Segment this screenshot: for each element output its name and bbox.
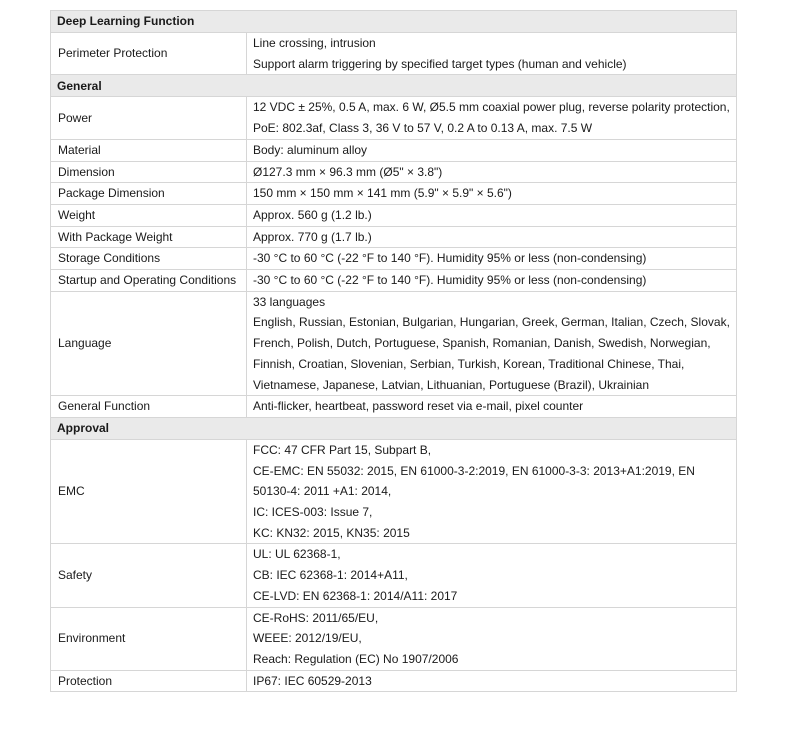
spec-label: Storage Conditions [51, 248, 247, 270]
spec-label: EMC [51, 439, 247, 544]
spec-value: 150 mm × 150 mm × 141 mm (5.9" × 5.9" × 5.6") [247, 183, 737, 205]
spec-value: Approx. 770 g (1.7 lb.) [247, 226, 737, 248]
spec-row [51, 183, 737, 205]
spec-value-line: CB: IEC 62368-1: 2014+A11, [253, 568, 408, 583]
spec-value-line: 33 languages [253, 294, 326, 309]
spec-value: -30 °C to 60 °C (-22 °F to 140 °F). Humidity 95% or less (non-condensing) [247, 270, 737, 292]
spec-value-line: CE-EMC: EN 55032: 2015, EN 61000-3-2:2019, EN 61000-3-3: 2013+A1:2019, EN 50130-4: 2011 +A1: 2014, [253, 463, 695, 499]
spec-value: IP67: IEC 60529-2013 [247, 670, 737, 692]
spec-value-line: Line crossing, intrusion [253, 36, 376, 50]
spec-value-line: CE-RoHS: 2011/65/EU, [253, 610, 379, 625]
spec-row [51, 226, 737, 248]
spec-label: Safety [51, 544, 247, 607]
spec-label: Package Dimension [51, 183, 247, 205]
spec-label: Weight [51, 204, 247, 226]
spec-value [247, 544, 737, 607]
spec-row [51, 248, 737, 270]
spec-row [51, 204, 737, 226]
spec-value [247, 291, 737, 396]
section-title: Deep Learning Function [51, 11, 737, 33]
section-header [51, 11, 737, 33]
spec-row [51, 544, 737, 607]
spec-label: Perimeter Protection [51, 33, 247, 75]
spec-value [247, 607, 737, 670]
section-title: General [51, 75, 737, 97]
spec-label: Dimension [51, 161, 247, 183]
spec-label: With Package Weight [51, 226, 247, 248]
spec-label: Language [51, 291, 247, 396]
spec-value-line: PoE: 802.3af, Class 3, 36 V to 57 V, 0.2 A to 0.13 A, max. 7.5 W [253, 121, 593, 136]
spec-row [51, 396, 737, 418]
spec-value-line: Reach: Regulation (EC) No 1907/2006 [253, 651, 459, 666]
spec-table [50, 10, 737, 692]
spec-row [51, 607, 737, 670]
spec-row [51, 97, 737, 139]
spec-value [247, 33, 737, 75]
spec-value [247, 97, 737, 139]
spec-label: Startup and Operating Conditions [51, 270, 247, 292]
section-title: Approval [51, 417, 737, 439]
spec-value: -30 °C to 60 °C (-22 °F to 140 °F). Humidity 95% or less (non-condensing) [247, 248, 737, 270]
spec-row [51, 439, 737, 544]
spec-value: Anti-flicker, heartbeat, password reset via e-mail, pixel counter [247, 396, 737, 418]
spec-row [51, 291, 737, 396]
spec-label: Material [51, 139, 247, 161]
spec-value-line: WEEE: 2012/19/EU, [253, 631, 362, 646]
spec-row [51, 33, 737, 75]
spec-value-line: UL: UL 62368-1, [253, 547, 341, 562]
spec-value: Ø127.3 mm × 96.3 mm (Ø5" × 3.8") [247, 161, 737, 183]
spec-value: Approx. 560 g (1.2 lb.) [247, 204, 737, 226]
spec-label: Power [51, 97, 247, 139]
spec-value-line: KC: KN32: 2015, KN35: 2015 [253, 525, 410, 540]
spec-row [51, 270, 737, 292]
spec-row [51, 139, 737, 161]
spec-value-line: 12 VDC ± 25%, 0.5 A, max. 6 W, Ø5.5 mm coaxial power plug, reverse polarity protection, [253, 100, 730, 115]
spec-value-line: English, Russian, Estonian, Bulgarian, Hungarian, Greek, German, Italian, Czech, Slovak, French, Polish, Dutch, Portuguese, Spanish, Romanian, Danish, Swedish, Norwegian, Finnish, Croatian, Slovenian, Serbian, Turkish, Korean, Traditional Chinese, Thai, Vietnamese, Japanese, Latvian, Lithuanian, Portuguese (Brazil), Ukrainian [253, 315, 730, 392]
spec-label: General Function [51, 396, 247, 418]
section-header [51, 417, 737, 439]
spec-label: Environment [51, 607, 247, 670]
spec-value: Body: aluminum alloy [247, 139, 737, 161]
section-header [51, 75, 737, 97]
spec-value-line: FCC: 47 CFR Part 15, Subpart B, [253, 442, 432, 457]
spec-value-line: CE-LVD: EN 62368-1: 2014/A11: 2017 [253, 588, 458, 603]
spec-row [51, 670, 737, 692]
spec-value-line: IC: ICES-003: Issue 7, [253, 505, 373, 520]
spec-row [51, 161, 737, 183]
spec-value-line: Support alarm triggering by specified target types (human and vehicle) [253, 56, 627, 71]
spec-value [247, 439, 737, 544]
spec-label: Protection [51, 670, 247, 692]
